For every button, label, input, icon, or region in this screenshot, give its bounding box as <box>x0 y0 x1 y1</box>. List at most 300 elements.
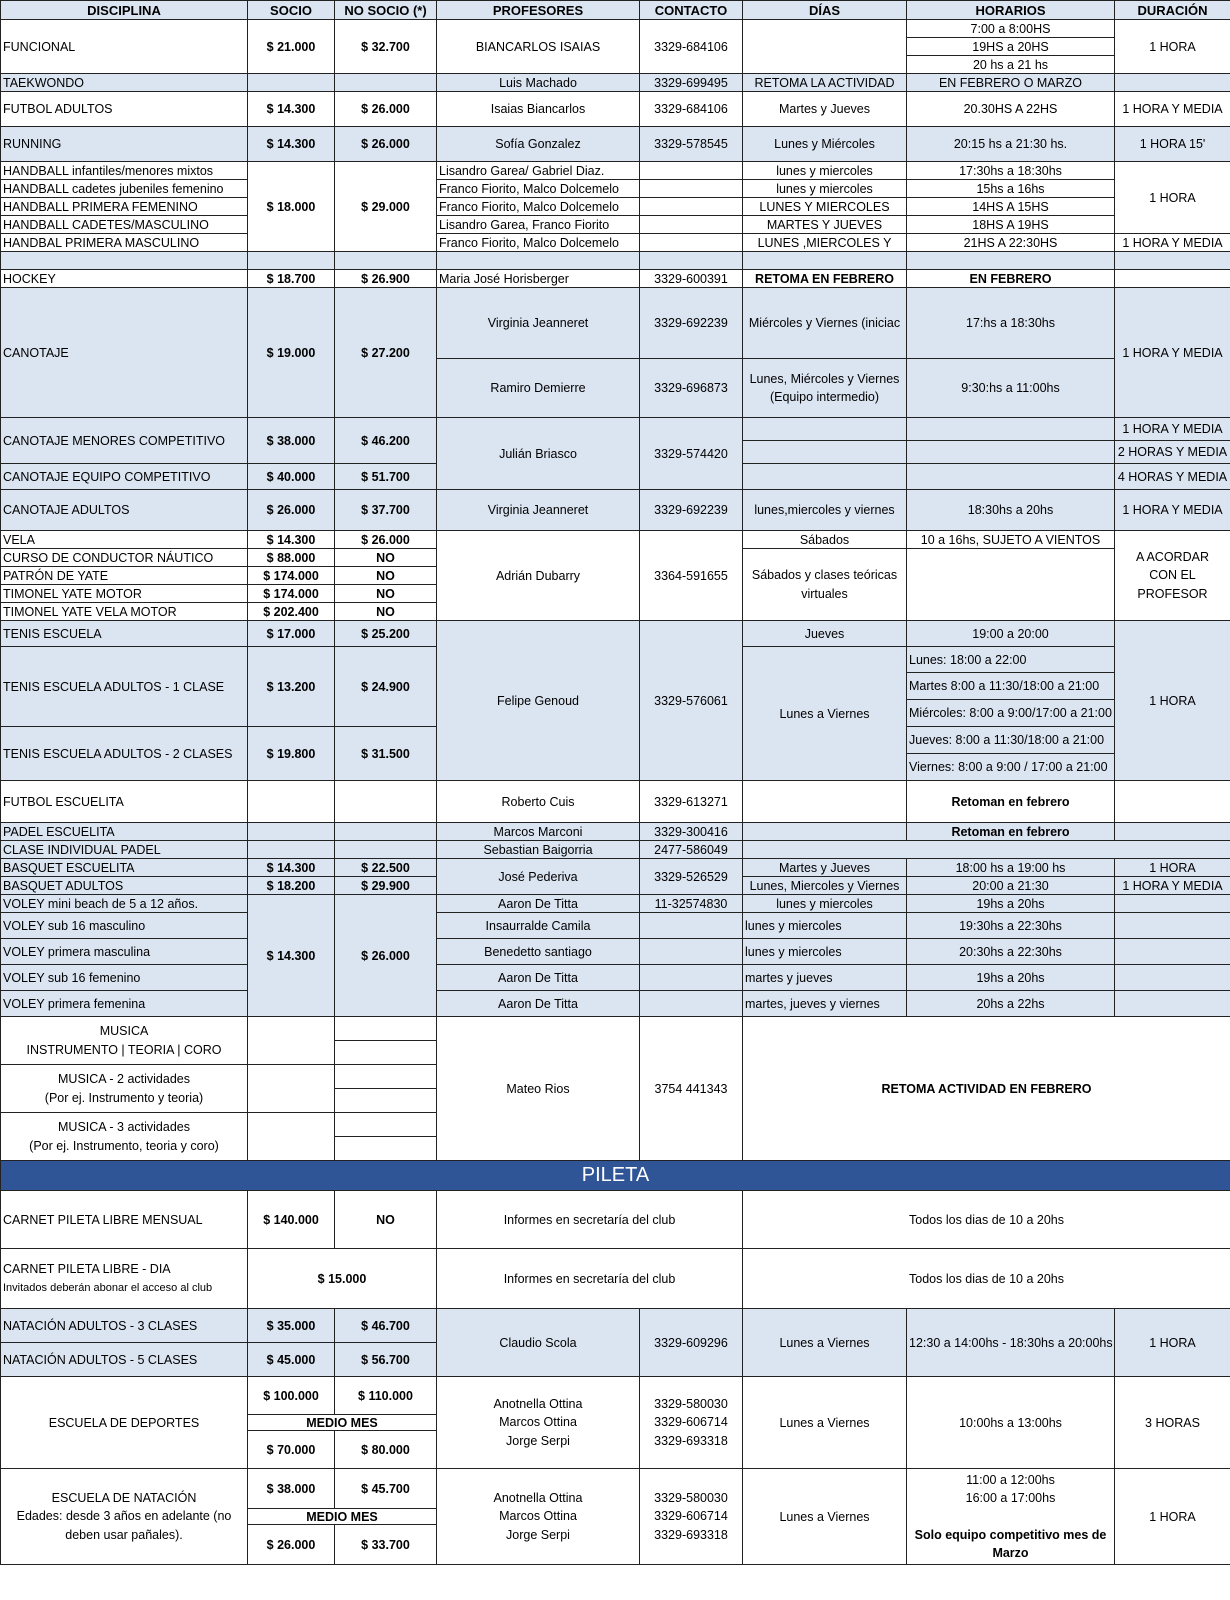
discipline-line: MUSICA <box>99 1024 149 1039</box>
discipline-name: BASQUET ESCUELITA <box>1 859 248 877</box>
professor: Mateo Rios <box>437 1017 640 1161</box>
professor: BIANCARLOS ISAIAS <box>437 20 640 74</box>
table-row <box>1 781 1230 823</box>
hours: 20:15 hs a 21:30 hs. <box>907 127 1115 162</box>
professor: Lisandro Garea, Franco Fiorito <box>437 216 640 234</box>
table-row <box>1 270 1230 288</box>
contact-line: 3329-580030 <box>654 1397 728 1412</box>
price-no-socio <box>335 1113 437 1137</box>
hours-line: 11:00 a 12:00hs <box>966 1473 1055 1488</box>
discipline-name: VOLEY sub 16 femenino <box>1 965 248 991</box>
discipline-name: VOLEY primera femenina <box>1 991 248 1017</box>
contact: 3754 441343 <box>640 1017 743 1161</box>
price-socio: $ 140.000 <box>248 1191 335 1249</box>
hours: Todos los dias de 10 a 20hs <box>743 1249 1230 1309</box>
contact <box>640 991 743 1017</box>
price-socio: $ 100.000 <box>248 1377 335 1415</box>
contact: 3329-684106 <box>640 20 743 74</box>
professor-line: Jorge Serpi <box>506 1527 570 1542</box>
discipline-name: TAEKWONDO <box>1 74 248 92</box>
price-socio: $ 174.000 <box>248 585 335 603</box>
table-row <box>1 531 1230 549</box>
discipline-line: ESCUELA DE NATACIÓN <box>51 1491 197 1506</box>
price-socio: $ 14.300 <box>248 859 335 877</box>
price-socio: $ 45.000 <box>248 1343 335 1377</box>
professor: Claudio Scola <box>437 1309 640 1377</box>
hours: 19:00 a 20:00 <box>907 621 1115 647</box>
discipline-line: INSTRUMENTO | TEORIA | CORO <box>26 1042 222 1057</box>
hours <box>907 464 1115 490</box>
price-no-socio <box>335 823 437 841</box>
price-socio: $ 19.800 <box>248 727 335 781</box>
price-no-socio: $ 32.700 <box>335 20 437 74</box>
discipline-name: TIMONEL YATE VELA MOTOR <box>1 603 248 621</box>
contact <box>640 180 743 198</box>
hours-note: Solo equipo competitivo mes de <box>914 1527 1107 1542</box>
days: LUNES ,MIERCOLES Y <box>743 234 907 252</box>
table-row <box>1 965 1230 991</box>
hours: Todos los dias de 10 a 20hs <box>743 1191 1230 1249</box>
hours: 20.30HS A 22HS <box>907 92 1115 127</box>
days: martes y jueves <box>743 965 907 991</box>
table-row <box>1 162 1230 180</box>
duration-line: CON EL PROFESOR <box>1137 568 1208 601</box>
duration: 1 HORA <box>1115 20 1230 74</box>
price-no-socio: $ 26.900 <box>335 270 437 288</box>
discipline-line: (Por ej. Instrumento y teoria) <box>44 1090 204 1105</box>
days: Lunes a Viernes <box>743 647 907 781</box>
discipline-name: CARNET PILETA LIBRE MENSUAL <box>1 1191 248 1249</box>
table-row <box>1 1469 1230 1509</box>
duration <box>1115 270 1230 288</box>
discipline-name: TENIS ESCUELA ADULTOS - 1 CLASE <box>1 647 248 727</box>
price-no-socio <box>335 1137 437 1161</box>
professor-line: Marcos Ottina <box>499 1415 577 1430</box>
duration: 1 HORA <box>1115 162 1230 234</box>
duration: 1 HORA Y MEDIA <box>1115 234 1230 252</box>
hours: 19:30hs a 22:30hs <box>907 913 1115 939</box>
price-no-socio: NO <box>335 1191 437 1249</box>
discipline-name: BASQUET ADULTOS <box>1 877 248 895</box>
professor: Franco Fiorito, Malco Dolcemelo <box>437 234 640 252</box>
price-no-socio: $ 46.200 <box>335 418 437 464</box>
hours: 18:00 hs a 19:00 hs <box>907 859 1115 877</box>
price-no-socio <box>335 781 437 823</box>
contact <box>640 198 743 216</box>
header-no-socio: NO SOCIO (*) <box>335 1 437 20</box>
professor: Adrián Dubarry <box>437 531 640 621</box>
days <box>743 823 907 841</box>
contact: 3364-591655 <box>640 531 743 621</box>
days: lunes y miercoles <box>743 913 907 939</box>
duration: 1 HORA Y MEDIA <box>1115 418 1230 441</box>
days: Martes y Jueves <box>743 92 907 127</box>
hours: Retoman en febrero <box>907 781 1115 823</box>
hours-line: 16:00 a 17:00hs <box>965 1491 1056 1506</box>
days <box>743 20 907 74</box>
price-no-socio: $ 37.700 <box>335 490 437 531</box>
contact <box>640 234 743 252</box>
hours <box>907 549 1115 621</box>
table-row <box>1 859 1230 877</box>
price-socio: $ 19.000 <box>248 288 335 418</box>
contact-line: 3329-693318 <box>654 1433 728 1448</box>
hours: 19HS a 20HS <box>907 38 1115 56</box>
price-socio: $ 14.300 <box>248 531 335 549</box>
hours: 20:00 a 21:30 <box>907 877 1115 895</box>
discipline-name: PATRÓN DE YATE <box>1 567 248 585</box>
days: Martes y Jueves <box>743 859 907 877</box>
price-socio: $ 26.000 <box>248 490 335 531</box>
header-duracion: DURACIÓN <box>1115 1 1230 20</box>
duration <box>1115 823 1230 841</box>
duration-line: A ACORDAR <box>1136 550 1209 565</box>
discipline-name: HOCKEY <box>1 270 248 288</box>
duration <box>1115 991 1230 1017</box>
hours: EN FEBRERO O MARZO <box>907 74 1115 92</box>
contact <box>640 965 743 991</box>
header-contacto: CONTACTO <box>640 1 743 20</box>
professor: Marcos Marconi <box>437 823 640 841</box>
days: Lunes a Viernes <box>743 1377 907 1469</box>
price-no-socio <box>335 74 437 92</box>
table-row <box>1 127 1230 162</box>
days: lunes y miercoles <box>743 939 907 965</box>
professor: Felipe Genoud <box>437 621 640 781</box>
price-socio <box>248 781 335 823</box>
price-socio: $ 202.400 <box>248 603 335 621</box>
professor: Aaron De Titta <box>437 991 640 1017</box>
hours: 20 hs a 21 hs <box>907 56 1115 74</box>
discipline-name: FUTBOL ADULTOS <box>1 92 248 127</box>
professor-line: Anotnella Ottina <box>493 1491 583 1506</box>
contact: 3329-613271 <box>640 781 743 823</box>
days <box>743 441 907 464</box>
hours: 14HS A 15HS <box>907 198 1115 216</box>
table-row <box>1 418 1230 441</box>
table-row <box>1 20 1230 38</box>
hours: 17:hs a 18:30hs <box>907 288 1115 359</box>
price-no-socio: $ 26.000 <box>335 895 437 1017</box>
contact: 3329-684106 <box>640 92 743 127</box>
discipline-name: CANOTAJE EQUIPO COMPETITIVO <box>1 464 248 490</box>
table-row <box>1 74 1230 92</box>
days: Jueves <box>743 621 907 647</box>
price-no-socio: NO <box>335 603 437 621</box>
professor: Julián Briasco <box>437 418 640 490</box>
discipline-line: MUSICA - 3 actividades <box>58 1120 190 1135</box>
price-socio: $ 18.700 <box>248 270 335 288</box>
days-line: virtuales <box>801 586 848 601</box>
days-line: (Equipo intermedio) <box>769 390 880 404</box>
hours: Lunes: 18:00 a 22:00 <box>907 647 1115 673</box>
header-disciplina: DISCIPLINA <box>1 1 248 20</box>
table-row <box>1 841 1230 859</box>
duration: 1 HORA Y MEDIA <box>1115 490 1230 531</box>
table-row <box>1 1249 1230 1309</box>
days <box>743 464 907 490</box>
hours: Viernes: 8:00 a 9:00 / 17:00 a 21:00 <box>907 754 1115 781</box>
contact: 3329-576061 <box>640 621 743 781</box>
price-no-socio: $ 26.000 <box>335 127 437 162</box>
hours: Miércoles: 8:00 a 9:00/17:00 a 21:00 <box>907 700 1115 727</box>
price-no-socio: $ 33.700 <box>335 1525 437 1565</box>
professor: Aaron De Titta <box>437 965 640 991</box>
days: MARTES Y JUEVES <box>743 216 907 234</box>
duration: 2 HORAS Y MEDIA <box>1115 441 1230 464</box>
price-no-socio <box>335 841 437 859</box>
days: RETOMA LA ACTIVIDAD <box>743 74 907 92</box>
hours: Retoman en febrero <box>907 823 1115 841</box>
hours: 18:30hs a 20hs <box>907 490 1115 531</box>
days <box>743 418 907 441</box>
duration <box>1115 965 1230 991</box>
contact: 3329-692239 <box>640 288 743 359</box>
contact: 3329-699495 <box>640 74 743 92</box>
price-no-socio: NO <box>335 585 437 603</box>
professor: Roberto Cuis <box>437 781 640 823</box>
contact: 2477-586049 <box>640 841 743 859</box>
header-horarios: HORARIOS <box>907 1 1115 20</box>
discipline-name: RUNNING <box>1 127 248 162</box>
price-socio: $ 18.200 <box>248 877 335 895</box>
price-no-socio <box>335 1017 437 1041</box>
hours: 7:00 a 8:00HS <box>907 20 1115 38</box>
contact: 3329-692239 <box>640 490 743 531</box>
price-no-socio: $ 46.700 <box>335 1309 437 1343</box>
hours: 21HS A 22:30HS <box>907 234 1115 252</box>
discipline-line: MUSICA - 2 actividades <box>58 1072 190 1087</box>
contact <box>640 216 743 234</box>
professor: Sebastian Baigorria <box>437 841 640 859</box>
section-row <box>1 1161 1230 1191</box>
discipline-name: PADEL ESCUELITA <box>1 823 248 841</box>
price-socio: $ 40.000 <box>248 464 335 490</box>
contact: 11-32574830 <box>640 895 743 913</box>
header-profesores: PROFESORES <box>437 1 640 20</box>
discipline-line: Edades: desde 3 años en adelante (no <box>16 1509 232 1524</box>
duration: 3 HORAS <box>1115 1377 1230 1469</box>
discipline-name: CURSO DE CONDUCTOR NÁUTICO <box>1 549 248 567</box>
professor: Ramiro Demierre <box>437 359 640 418</box>
professor: Maria José Horisberger <box>437 270 640 288</box>
duration <box>1115 895 1230 913</box>
discipline-name: FUNCIONAL <box>1 20 248 74</box>
discipline-name <box>1 1017 248 1065</box>
days <box>743 549 907 621</box>
section-title: PILETA <box>1 1161 1230 1191</box>
contact: 3329-300416 <box>640 823 743 841</box>
table-row <box>1 180 1230 198</box>
duration <box>1115 939 1230 965</box>
discipline-line: CARNET PILETA LIBRE - DIA <box>3 1261 171 1276</box>
days: Miércoles y Viernes (iniciac <box>743 288 907 359</box>
price-socio: $ 35.000 <box>248 1309 335 1343</box>
discipline-name: VELA <box>1 531 248 549</box>
duration <box>1115 531 1230 621</box>
duration: 4 HORAS Y MEDIA <box>1115 464 1230 490</box>
price-socio: $ 18.000 <box>248 162 335 252</box>
professor: Virginia Jeanneret <box>437 490 640 531</box>
discipline-name: CANOTAJE <box>1 288 248 418</box>
price-socio: $ 14.300 <box>248 92 335 127</box>
info: Informes en secretaría del club <box>437 1249 743 1309</box>
price-no-socio: $ 110.000 <box>335 1377 437 1415</box>
days: Sábados <box>743 531 907 549</box>
status-note: RETOMA ACTIVIDAD EN FEBRERO <box>743 1017 1230 1161</box>
contact: 3329-578545 <box>640 127 743 162</box>
professor <box>437 1377 640 1469</box>
price-no-socio: $ 24.900 <box>335 647 437 727</box>
professor: Lisandro Garea/ Gabriel Diaz. <box>437 162 640 180</box>
price-no-socio <box>335 1041 437 1065</box>
professor: Franco Fiorito, Malco Dolcemelo <box>437 198 640 216</box>
professor: Benedetto santiago <box>437 939 640 965</box>
price-no-socio: $ 29.900 <box>335 877 437 895</box>
price-socio: $ 38.000 <box>248 1469 335 1509</box>
price-socio: $ 38.000 <box>248 418 335 464</box>
table-row <box>1 1377 1230 1415</box>
discipline-name: FUTBOL ESCUELITA <box>1 781 248 823</box>
contact: 3329-526529 <box>640 859 743 895</box>
days: martes, jueves y viernes <box>743 991 907 1017</box>
contact: 3329-600391 <box>640 270 743 288</box>
hours: 10 a 16hs, SUJETO A VIENTOS <box>907 531 1115 549</box>
contact-line: 3329-606714 <box>654 1509 728 1524</box>
hours <box>907 1469 1115 1565</box>
price-no-socio: $ 25.200 <box>335 621 437 647</box>
days-line: Lunes, Miércoles y Viernes <box>749 371 900 386</box>
table-row <box>1 288 1230 359</box>
discipline-name: VOLEY sub 16 masculino <box>1 913 248 939</box>
hours: Jueves: 8:00 a 11:30/18:00 a 21:00 <box>907 727 1115 754</box>
price-socio <box>248 841 335 859</box>
header-row <box>1 1 1230 20</box>
info: Informes en secretaría del club <box>437 1191 743 1249</box>
header-dias: DÍAS <box>743 1 907 20</box>
professor <box>437 1469 640 1565</box>
discipline-line: (Por ej. Instrumento, teoria y coro) <box>29 1138 219 1153</box>
professor-line: Anotnella Ottina <box>493 1397 583 1412</box>
price-socio: $ 13.200 <box>248 647 335 727</box>
price-no-socio: $ 45.700 <box>335 1469 437 1509</box>
duration: 1 HORA Y MEDIA <box>1115 92 1230 127</box>
discipline-name <box>1 1113 248 1161</box>
contact <box>640 1469 743 1565</box>
duration <box>1115 781 1230 823</box>
contact <box>640 939 743 965</box>
price-no-socio: $ 31.500 <box>335 727 437 781</box>
hours: 19hs a 20hs <box>907 895 1115 913</box>
professor: Insaurralde Camila <box>437 913 640 939</box>
days <box>743 841 1230 859</box>
hours: 20:30hs a 22:30hs <box>907 939 1115 965</box>
discipline-name: NATACIÓN ADULTOS - 5 CLASES <box>1 1343 248 1377</box>
professor: Aaron De Titta <box>437 895 640 913</box>
price-socio: $ 21.000 <box>248 20 335 74</box>
price-no-socio: $ 27.200 <box>335 288 437 418</box>
days: Lunes a Viernes <box>743 1309 907 1377</box>
discipline-name: HANDBALL infantiles/menores mixtos <box>1 162 248 180</box>
discipline-note: Invitados deberán abonar el acceso al club <box>3 1282 213 1295</box>
discipline-name: HANDBALL PRIMERA FEMENINO <box>1 198 248 216</box>
discipline-name: VOLEY mini beach de 5 a 12 años. <box>1 895 248 913</box>
hours: 19hs a 20hs <box>907 965 1115 991</box>
discipline-name: NATACIÓN ADULTOS - 3 CLASES <box>1 1309 248 1343</box>
professor: José Pederiva <box>437 859 640 895</box>
duration: 1 HORA 15' <box>1115 127 1230 162</box>
hours: Martes 8:00 a 11:30/18:00 a 21:00 <box>907 673 1115 700</box>
table-row <box>1 216 1230 234</box>
duration: 1 HORA Y MEDIA <box>1115 288 1230 418</box>
discipline-name: HANDBALL CADETES/MASCULINO <box>1 216 248 234</box>
table-row <box>1 991 1230 1017</box>
price-no-socio: $ 29.000 <box>335 162 437 252</box>
days: Lunes y Miércoles <box>743 127 907 162</box>
days <box>743 781 907 823</box>
contact <box>640 913 743 939</box>
discipline-name: TIMONEL YATE MOTOR <box>1 585 248 603</box>
discipline-name <box>1 1065 248 1113</box>
hours: 10:00hs a 13:00hs <box>907 1377 1115 1469</box>
table-row <box>1 1191 1230 1249</box>
professor-line: Jorge Serpi <box>506 1433 570 1448</box>
professor: Isaias Biancarlos <box>437 92 640 127</box>
discipline-line: deben usar pañales). <box>65 1527 183 1542</box>
price-socio: $ 14.300 <box>248 127 335 162</box>
contact: 3329-609296 <box>640 1309 743 1377</box>
days: Lunes, Miercoles y Viernes <box>743 877 907 895</box>
table-row <box>1 490 1230 531</box>
table-row <box>1 92 1230 127</box>
price-no-socio: NO <box>335 567 437 585</box>
price-socio: $ 14.300 <box>248 895 335 1017</box>
contact <box>640 1377 743 1469</box>
table-row <box>1 913 1230 939</box>
table-row <box>1 1309 1230 1343</box>
discipline-name: CLASE INDIVIDUAL PADEL <box>1 841 248 859</box>
price-no-socio: NO <box>335 549 437 567</box>
discipline-name: TENIS ESCUELA <box>1 621 248 647</box>
hours: 20hs a 22hs <box>907 991 1115 1017</box>
half-month-label: MEDIO MES <box>248 1415 437 1431</box>
price-socio <box>248 1113 335 1161</box>
discipline-name <box>1 1469 248 1565</box>
price-no-socio: $ 26.000 <box>335 92 437 127</box>
hours <box>907 418 1115 441</box>
table-row <box>1 621 1230 647</box>
professor: Luis Machado <box>437 74 640 92</box>
table-row <box>1 1017 1230 1041</box>
price-socio <box>248 74 335 92</box>
duration <box>1115 913 1230 939</box>
professor: Sofía Gonzalez <box>437 127 640 162</box>
hours: 15hs a 16hs <box>907 180 1115 198</box>
price-socio: $ 174.000 <box>248 567 335 585</box>
hours: 9:30:hs a 11:00hs <box>907 359 1115 418</box>
discipline-name: TENIS ESCUELA ADULTOS - 2 CLASES <box>1 727 248 781</box>
half-month-label: MEDIO MES <box>248 1509 437 1525</box>
duration: 1 HORA <box>1115 1469 1230 1565</box>
days <box>743 359 907 418</box>
hours: EN FEBRERO <box>907 270 1115 288</box>
price-socio: $ 70.000 <box>248 1431 335 1469</box>
days: lunes y miercoles <box>743 162 907 180</box>
discipline-name: CANOTAJE MENORES COMPETITIVO <box>1 418 248 464</box>
discipline-name: ESCUELA DE DEPORTES <box>1 1377 248 1469</box>
price-socio: $ 17.000 <box>248 621 335 647</box>
table-row <box>1 895 1230 913</box>
